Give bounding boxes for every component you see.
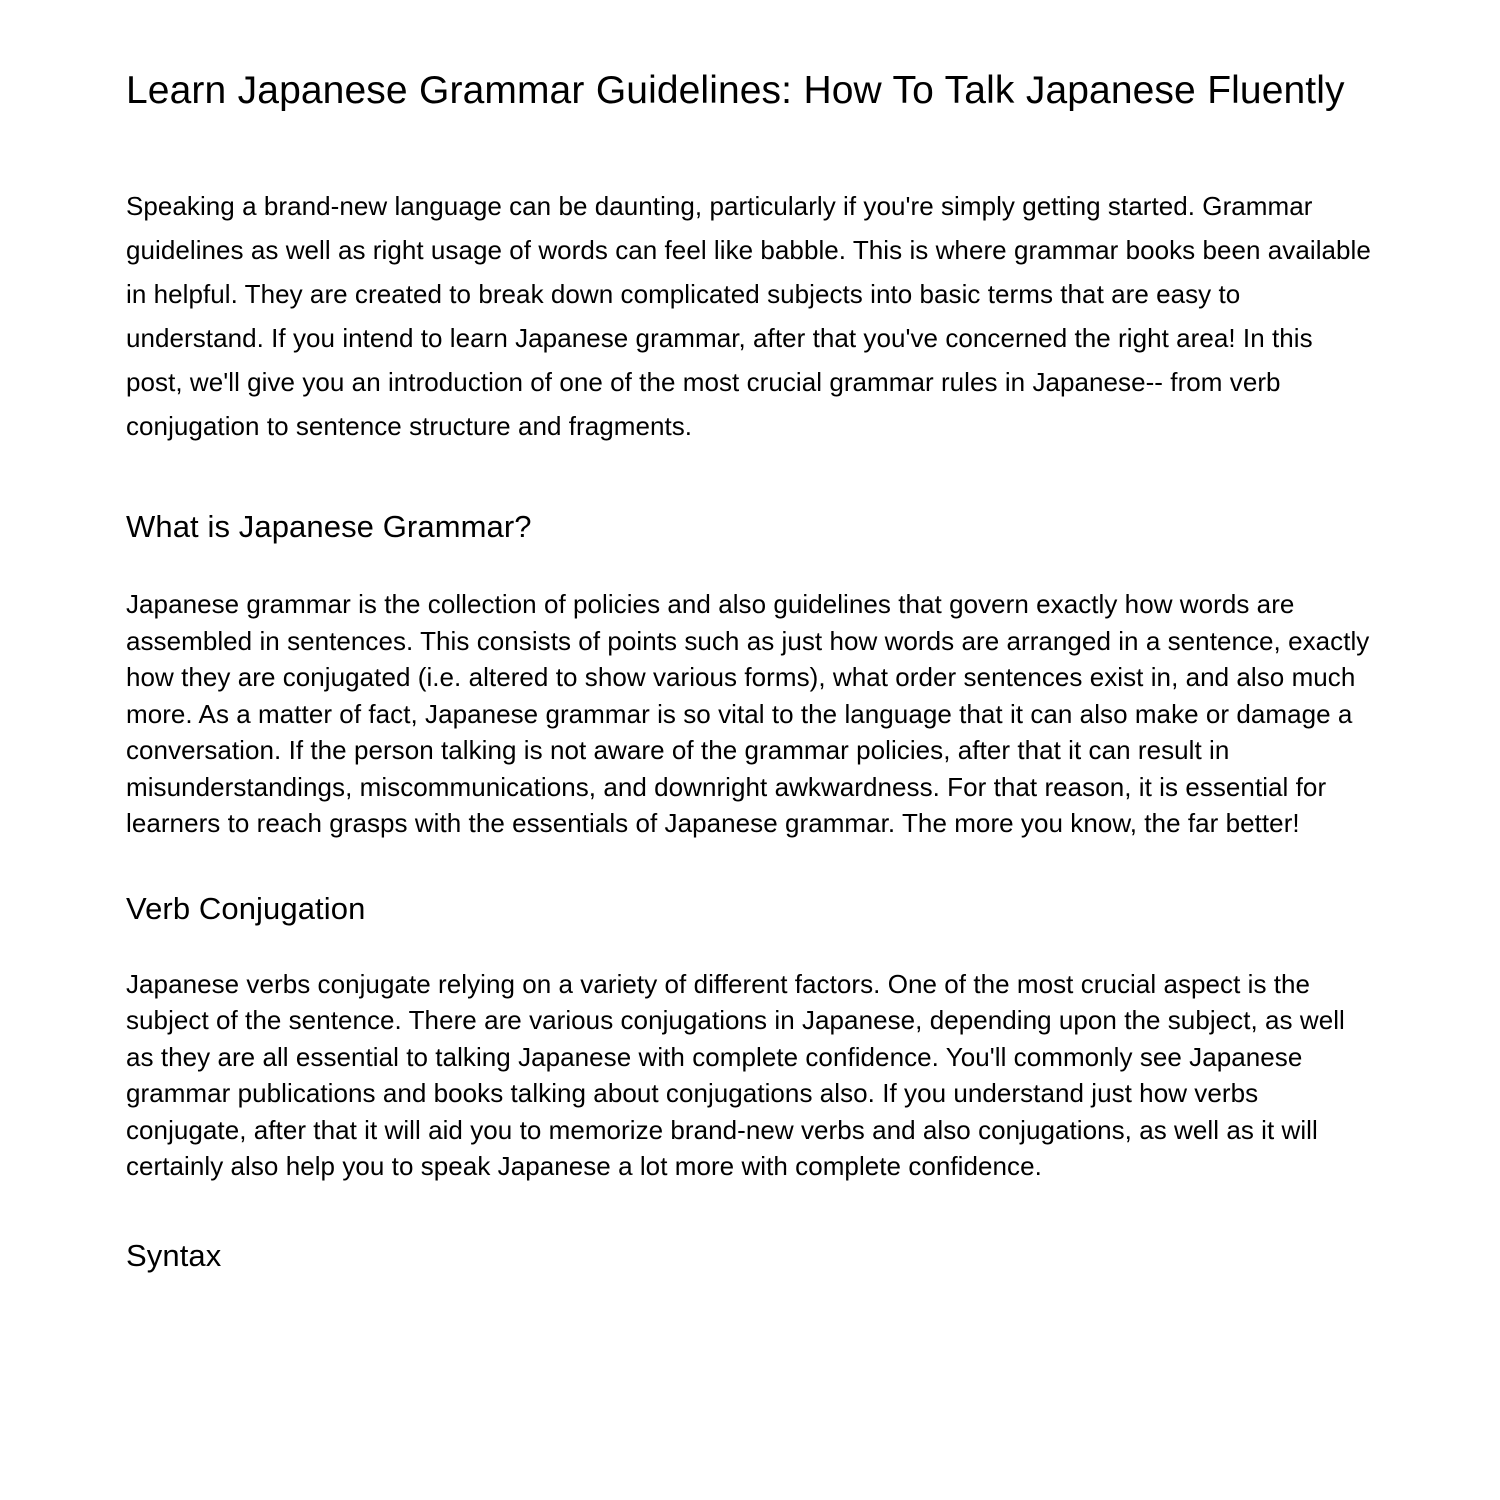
section-heading-verb-conjugation: Verb Conjugation bbox=[126, 890, 366, 926]
section-paragraph-what-is-japanese-grammar: Japanese grammar is the collection of policies and also guidelines that govern exactly how words are assembled in sentences. This consists of points such as just how words are arranged in a sentence, exactly how they are conjugated (i.e. altered to show various forms), what order sentences exist in, and also much more. As a matter of fact, Japanese grammar is so vital to the language that it can also make or damage a conversation. If the person talking is not aware of the grammar policies, after that it can result in misunderstandings, miscommunications, and downright awkwardness. For that reason, it is essential for learners to reach grasps with the essentials of Japanese grammar. The more you know, the far better! bbox=[126, 589, 1370, 838]
page-title: Learn Japanese Grammar Guidelines: How To Talk Japanese Fluently bbox=[126, 69, 1345, 112]
section-heading-what-is-japanese-grammar: What is Japanese Grammar? bbox=[126, 509, 532, 544]
document-content-column bbox=[126, 0, 1374, 1275]
spacer-section-1-to-section-2 bbox=[126, 842, 1374, 890]
intro-paragraph: Speaking a brand-new language can be daunting, particularly if you're simply getting started. Grammar guidelines as well as right usage of words can feel like babble. This is where grammar books been available in helpful. They are created to break down complicated subjects into basic terms that are easy to understand. If you intend to learn Japanese grammar, after that you've concerned the right area! In this post, we'll give you an introduction of one of the most crucial grammar rules in Japanese-- from verb conjugation to sentence structure and fragments. bbox=[126, 191, 1371, 441]
spacer-heading-1-to-body bbox=[126, 546, 1374, 586]
spacer-intro-to-section-1 bbox=[126, 448, 1374, 508]
section-heading-syntax: Syntax bbox=[126, 1237, 222, 1273]
section-paragraph-verb-conjugation: Japanese verbs conjugate relying on a variety of different factors. One of the most crucial aspect is the subject of the sentence. There are various conjugations in Japanese, depending upon the subject, as well as they are all essential to talking Japanese with complete confidence. You'll commonly see Japanese grammar publications and books talking about conjugations also. If you understand just how verbs conjugate, after that it will aid you to memorize brand-new verbs and also conjugations, as well as it will certainly also help you to speak Japanese a lot more with complete confidence. bbox=[126, 968, 1345, 1181]
spacer-heading-2-to-body bbox=[126, 928, 1374, 966]
spacer-title-to-intro bbox=[126, 114, 1374, 184]
spacer-section-2-to-section-3 bbox=[126, 1185, 1374, 1237]
